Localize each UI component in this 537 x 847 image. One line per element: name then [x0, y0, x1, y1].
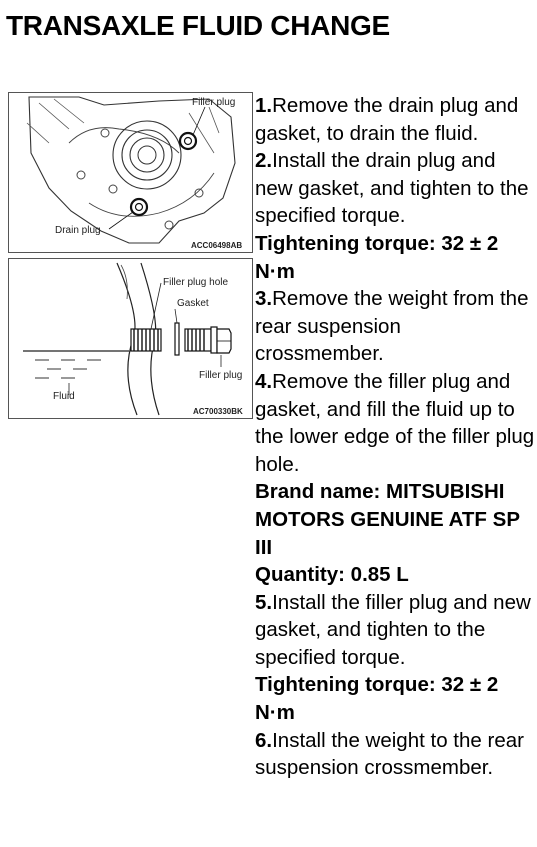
tightening-torque-2: Tightening torque: 32 ± 2 N·m	[255, 673, 499, 725]
step-1: 1.Remove the drain plug and gasket, to drain the fluid.	[255, 94, 519, 145]
figure-transaxle-case	[8, 92, 253, 253]
tightening-torque-1: Tightening torque: 32 ± 2 N·m	[255, 231, 499, 283]
quantity: Quantity: 0.85 L	[255, 563, 409, 587]
step-4: 4.Remove the filler plug and gasket, and fill the fluid up to the lower edge of the filler plug hole.	[255, 369, 535, 476]
drain-plug-label: Drain plug	[55, 225, 101, 236]
filler-hole-illustration	[9, 259, 252, 418]
figure-filler-hole-section	[8, 258, 253, 419]
transaxle-case-illustration	[9, 93, 252, 252]
step-6: 6.Install the weight to the rear suspension crossmember.	[255, 728, 524, 780]
fluid-label: Fluid	[53, 391, 75, 402]
filler-plug-label: Filler plug	[199, 370, 243, 381]
filler-plug-hole-thread	[131, 329, 161, 351]
step-3: 3.Remove the weight from the rear suspension crossmember.	[255, 287, 529, 366]
filler-plug-shape	[185, 327, 231, 353]
gasket-shape	[175, 323, 179, 355]
figure2-code: AC700330BK	[193, 407, 243, 416]
page-title: TRANSAXLE FLUID CHANGE	[6, 10, 390, 41]
figure1-code: ACC06498AB	[191, 241, 243, 250]
filler-plug-hole-label: Filler plug hole	[163, 277, 229, 288]
filler-plug-label: Filler plug	[192, 97, 236, 108]
filler-plug-callout	[180, 107, 205, 149]
step-2: 2.Install the drain plug and new gasket, and tighten to the specified torque.	[255, 149, 529, 228]
step-5: 5.Install the filler plug and new gasket, and tighten to the specified torque.	[255, 590, 531, 669]
brand-name: Brand name: MITSUBISHI MOTORS GENUINE ATF SP III	[255, 480, 520, 559]
gasket-label: Gasket	[177, 298, 209, 309]
procedure-text	[255, 92, 535, 782]
